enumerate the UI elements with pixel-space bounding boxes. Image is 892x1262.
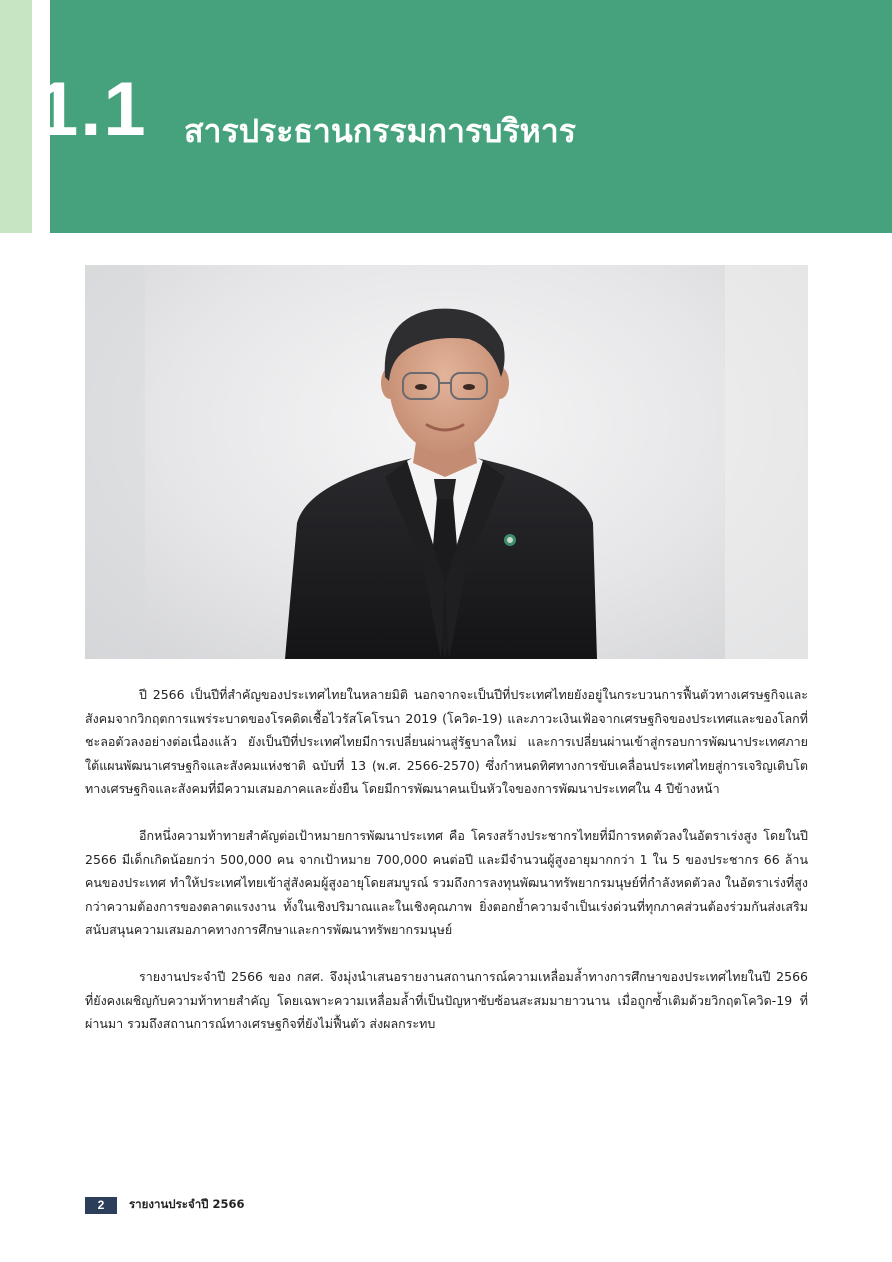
chairman-portrait-photo xyxy=(85,265,808,659)
body-text xyxy=(85,683,808,1036)
section-number: 1.1 xyxy=(36,67,148,152)
footer-label: รายงานประจำปี 2566 xyxy=(129,1197,245,1211)
body-paragraph-3: รายงานประจำปี 2566 ของ กสศ. จึงมุ่งนำเสนอรายงานสถานการณ์ความเหลื่อมล้ำทางการศึกษาของประเทศไทยในปี 2566 ที่ยังคงเผชิญกับความท้าทายสำคัญ โดยเฉพาะความเหลื่อมล้ำที่เป็นปัญหาซับซ้อนสะสมมายาวนาน เมื่อถูกซ้ำเติมด้วยวิกฤตโควิด-19 ที่ผ่านมา รวมถึงสถานการณ์ทางเศรษฐกิจที่ยังไม่ฟื้นตัว ส่งผลกระทบ xyxy=(85,969,808,1031)
body-paragraph-2: อีกหนึ่งความท้าทายสำคัญต่อเป้าหมายการพัฒนาประเทศ คือ โครงสร้างประชากรไทยที่มีการหดตัวลงในอัตราเร่งสูง โดยในปี 2566 มีเด็กเกิดน้อยกว่า 500,000 คน จากเป้าหมาย 700,000 คนต่อปี และมีจำนวนผู้สูงอายุมากกว่า 1 ใน 5 ของประชากร 66 ล้านคนของประเทศ ทำให้ประเทศไทยเข้าสู่สังคมผู้สูงอายุโดยสมบูรณ์ รวมถึงการลงทุนพัฒนาทรัพยากรมนุษย์ที่กำลังหดตัวลง ในอัตราเร่งที่สูงกว่าความต้องการของตลาดแรงงาน ทั้งในเชิงปริมาณและในเชิงคุณภาพ ยิ่งตอกย้ำความจำเป็นเร่งด่วนที่ทุกภาคส่วนต้องร่วมกันส่งเสริมสนับสนุนความเสมอภาคทางการศึกษาและการพัฒนาทรัพยากรมนุษย์ xyxy=(85,828,808,937)
body-paragraph-1: ปี 2566 เป็นปีที่สำคัญของประเทศไทยในหลายมิติ นอกจากจะเป็นปีที่ประเทศไทยยังอยู่ในกระบวนการฟื้นตัวทางเศรษฐกิจและสังคมจากวิกฤตการแพร่ระบาดของโรคติดเชื้อไวรัสโคโรนา 2019 (โควิด-19) และภาวะเงินเฟ้อจากเศรษฐกิจของประเทศและของโลกที่ชะลอตัวลงอย่างต่อเนื่องแล้ว ยังเป็นปีที่ประเทศไทยมีการเปลี่ยนผ่านสู่รัฐบาลใหม่ และการเปลี่ยนผ่านเข้าสู่กรอบการพัฒนาประเทศภายใต้แผนพัฒนาเศรษฐกิจและสังคมแห่งชาติ ฉบับที่ 13 (พ.ศ. 2566-2570) ซึ่งกำหนดทิศทางการขับเคลื่อนประเทศไทยสู่การเจริญเติบโตทางเศรษฐกิจและสังคมที่มีความเสมอภาคและยั่งยืน โดยมีการพัฒนาคนเป็นหัวใจของการพัฒนาประเทศใน 4 ปีข้างหน้า xyxy=(85,687,808,796)
page-number: 2 xyxy=(85,1197,117,1214)
left-accent-strip xyxy=(0,0,32,233)
page-footer xyxy=(85,1196,244,1214)
section-title: สารประธานกรรมการบริหาร xyxy=(184,112,576,150)
